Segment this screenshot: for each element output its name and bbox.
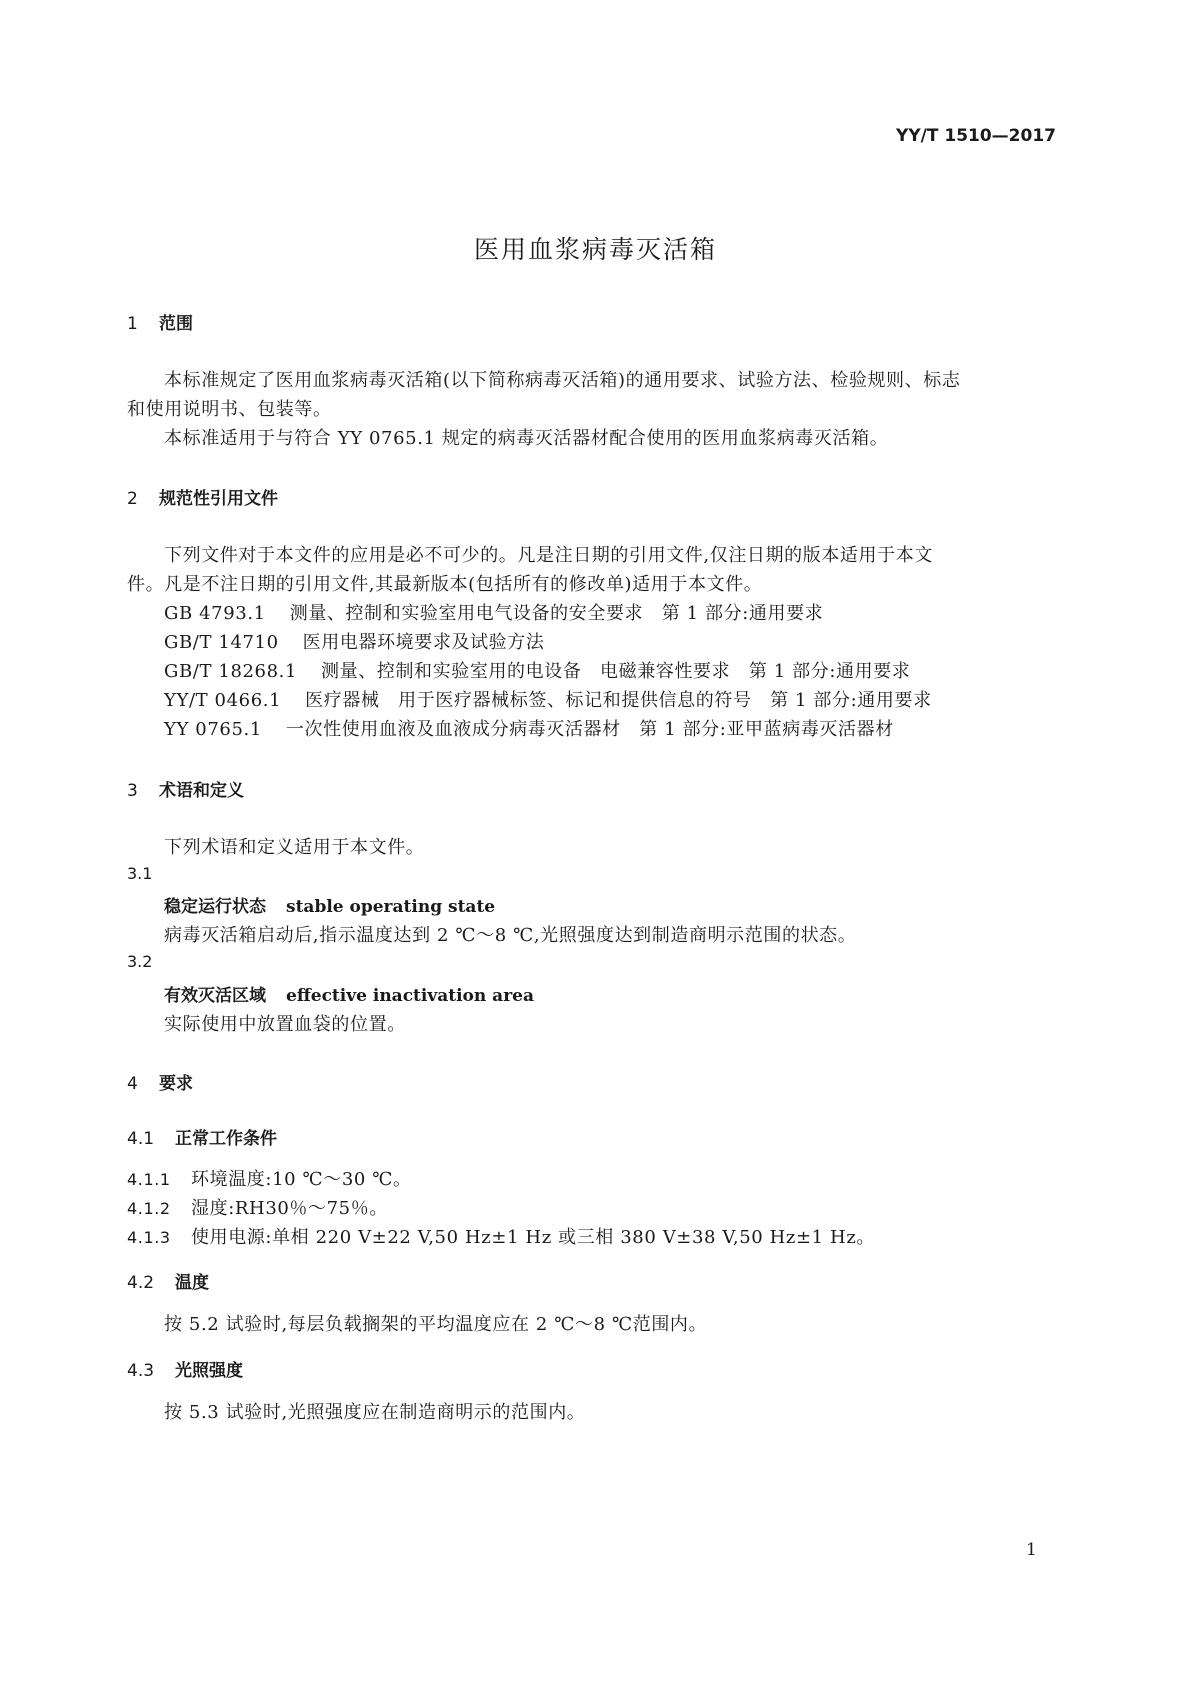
reference-code: YY/T 0466.1 [164, 690, 282, 711]
reference-code: GB 4793.1 [164, 603, 266, 624]
subsection-4-2-heading [127, 1268, 209, 1293]
subsection-number: 4.3 [127, 1361, 155, 1381]
term-zh: 有效灭活区域 [164, 986, 266, 1006]
subsection-title: 光照强度 [175, 1361, 243, 1381]
document-title: 医用血浆病毒灭活箱 [473, 235, 717, 264]
paragraph: 本标准规定了医用血浆病毒灭活箱(以下简称病毒灭活箱)的通用要求、试验方法、检验规则、标志 [164, 370, 961, 391]
paragraph: 下列文件对于本文件的应用是必不可少的。凡是注日期的引用文件,仅注日期的版本适用于本文 [164, 545, 933, 566]
clause-number: 4.1.1 [127, 1170, 171, 1189]
term-heading [164, 981, 534, 1006]
section-title: 规范性引用文件 [159, 489, 278, 509]
subsection-title: 正常工作条件 [175, 1129, 277, 1149]
reference-item [164, 686, 932, 712]
section-4-heading [127, 1069, 193, 1094]
reference-text: 医疗器械 用于医疗器械标签、标记和提供信息的符号 第 1 部分:通用要求 [305, 690, 932, 711]
term-number: 3.2 [127, 952, 153, 971]
clause-item [127, 1194, 388, 1220]
reference-text: 医用电器环境要求及试验方法 [302, 632, 545, 653]
subsection-title: 温度 [175, 1273, 209, 1293]
paragraph: 按 5.3 试验时,光照强度应在制造商明示的范围内。 [164, 1402, 586, 1423]
reference-item [164, 599, 823, 625]
reference-code: GB/T 18268.1 [164, 661, 298, 682]
section-title: 术语和定义 [159, 781, 244, 801]
reference-code: YY 0765.1 [164, 719, 262, 740]
term-heading [164, 892, 495, 917]
section-title: 范围 [159, 314, 193, 334]
reference-item [164, 657, 910, 683]
section-number: 2 [127, 489, 138, 509]
term-zh: 稳定运行状态 [164, 897, 266, 917]
reference-item [164, 715, 894, 741]
paragraph: 和使用说明书、包装等。 [127, 399, 332, 420]
clause-text: 使用电源:单相 220 V±22 V,50 Hz±1 Hz 或三相 380 V±38 V,50 Hz±1 Hz。 [191, 1227, 876, 1248]
reference-text: 一次性使用血液及血液成分病毒灭活器材 第 1 部分:亚甲蓝病毒灭活器材 [285, 719, 894, 740]
term-en: stable operating state [286, 897, 496, 917]
clause-item [127, 1165, 412, 1191]
subsection-number: 4.2 [127, 1273, 155, 1293]
reference-text: 测量、控制和实验室用电气设备的安全要求 第 1 部分:通用要求 [289, 603, 824, 624]
paragraph: 按 5.2 试验时,每层负载搁架的平均温度应在 2 ℃～8 ℃范围内。 [164, 1314, 708, 1335]
reference-code: GB/T 14710 [164, 632, 279, 653]
standard-code: YY/T 1510—2017 [896, 126, 1056, 146]
paragraph: 下列术语和定义适用于本文件。 [164, 837, 425, 858]
clause-number: 4.1.3 [127, 1228, 171, 1247]
term-number: 3.1 [127, 864, 153, 883]
clause-text: 湿度:RH30％～75％。 [191, 1198, 388, 1219]
section-3-heading [127, 776, 244, 801]
subsection-number: 4.1 [127, 1129, 155, 1149]
term-definition: 病毒灭活箱启动后,指示温度达到 2 ℃～8 ℃,光照强度达到制造商明示范围的状态。 [164, 925, 857, 946]
section-title: 要求 [159, 1074, 193, 1094]
term-en: effective inactivation area [286, 986, 534, 1006]
subsection-4-3-heading [127, 1356, 243, 1381]
section-2-heading [127, 484, 278, 509]
section-1-heading [127, 309, 193, 334]
clause-number: 4.1.2 [127, 1199, 171, 1218]
reference-text: 测量、控制和实验室用的电设备 电磁兼容性要求 第 1 部分:通用要求 [321, 661, 911, 682]
clause-text: 环境温度:10 ℃～30 ℃。 [191, 1169, 412, 1190]
clause-item [127, 1223, 875, 1249]
reference-item [164, 628, 544, 654]
paragraph: 本标准适用于与符合 YY 0765.1 规定的病毒灭活器材配合使用的医用血浆病毒灭活箱。 [164, 428, 889, 449]
section-number: 4 [127, 1074, 138, 1094]
subsection-4-1-heading [127, 1124, 277, 1149]
page-number: 1 [1026, 1540, 1037, 1560]
paragraph: 件。凡是不注日期的引用文件,其最新版本(包括所有的修改单)适用于本文件。 [127, 574, 763, 595]
term-definition: 实际使用中放置血袋的位置。 [164, 1014, 406, 1035]
section-number: 3 [127, 781, 138, 801]
section-number: 1 [127, 314, 138, 334]
